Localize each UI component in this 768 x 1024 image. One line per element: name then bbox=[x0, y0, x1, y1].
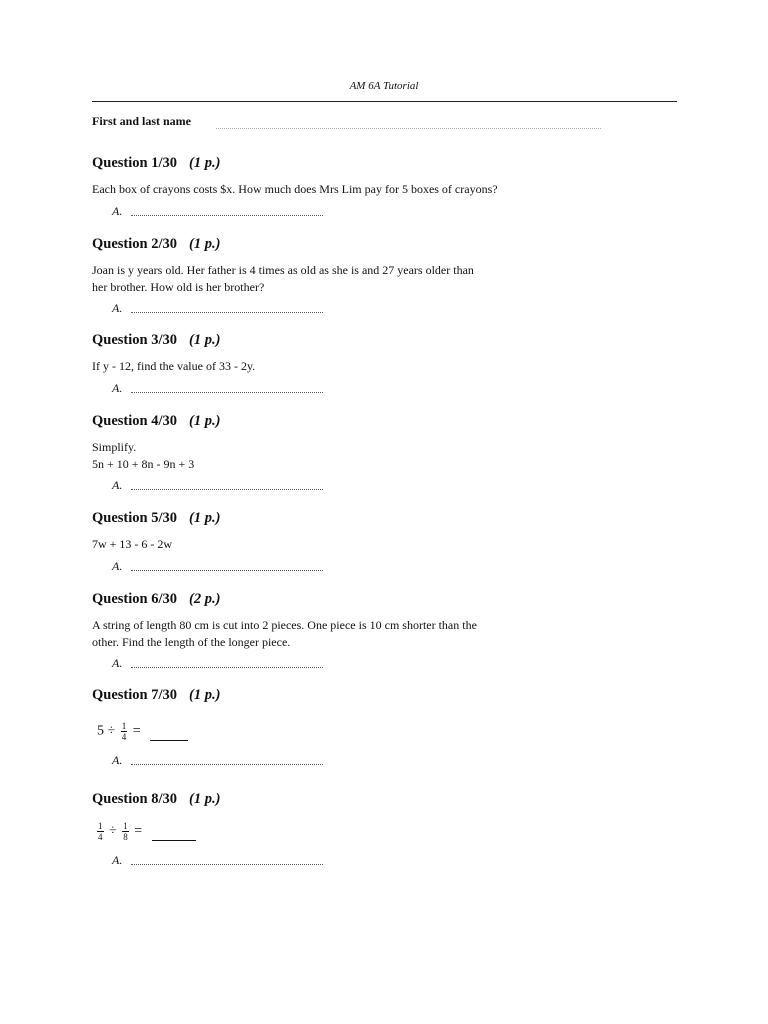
fraction-denominator: 8 bbox=[123, 832, 128, 842]
question-heading bbox=[92, 791, 522, 811]
answer-blank[interactable] bbox=[152, 839, 196, 841]
header-rule bbox=[92, 101, 677, 102]
question-title: Question 6/30 bbox=[92, 591, 177, 607]
answer-label: A. bbox=[112, 301, 123, 315]
question-heading bbox=[92, 510, 522, 530]
question-heading bbox=[92, 332, 522, 352]
question-text bbox=[92, 617, 522, 650]
equals-sign: = bbox=[134, 823, 143, 839]
question-3 bbox=[92, 332, 522, 397]
question-text-line: A string of length 80 cm is cut into 2 pieces. One piece is 10 cm shorter than the bbox=[92, 618, 477, 632]
name-field bbox=[92, 114, 612, 134]
answer-line[interactable] bbox=[131, 764, 323, 765]
question-text bbox=[92, 181, 522, 198]
fraction bbox=[122, 821, 129, 842]
question-4 bbox=[92, 413, 522, 494]
question-text-line: If y - 12, find the value of 33 - 2y. bbox=[92, 359, 256, 373]
question-text bbox=[92, 536, 522, 553]
question-6 bbox=[92, 591, 522, 672]
question-7 bbox=[92, 687, 522, 769]
page-header-title: AM 6A Tutorial bbox=[349, 80, 419, 92]
answer-line[interactable] bbox=[131, 667, 323, 668]
question-title: Question 4/30 bbox=[92, 413, 177, 429]
answer-blank[interactable] bbox=[150, 739, 188, 741]
answer-line[interactable] bbox=[131, 312, 323, 313]
question-text bbox=[92, 262, 522, 295]
answer-label: A. bbox=[112, 478, 123, 492]
answer-field[interactable] bbox=[112, 559, 522, 575]
question-text-line: other. Find the length of the longer piece. bbox=[92, 634, 291, 649]
division-sign: ÷ bbox=[109, 823, 117, 839]
question-title: Question 7/30 bbox=[92, 687, 177, 703]
answer-label: A. bbox=[112, 656, 123, 670]
question-8 bbox=[92, 791, 522, 869]
question-points: (1 p.) bbox=[189, 510, 221, 526]
question-text-line: Each box of crayons costs $x. How much does Mrs Lim pay for 5 boxes of crayons? bbox=[92, 182, 498, 196]
question-points: (1 p.) bbox=[189, 687, 221, 703]
question-text bbox=[92, 439, 522, 472]
question-title: Question 3/30 bbox=[92, 332, 177, 348]
answer-line[interactable] bbox=[131, 392, 323, 393]
question-1 bbox=[92, 155, 522, 220]
question-points: (2 p.) bbox=[189, 591, 221, 607]
question-points: (1 p.) bbox=[189, 791, 221, 807]
math-expression bbox=[97, 821, 522, 847]
name-field-label: First and last name bbox=[92, 114, 191, 128]
question-title: Question 8/30 bbox=[92, 791, 177, 807]
fraction bbox=[97, 821, 104, 842]
question-points: (1 p.) bbox=[189, 413, 221, 429]
question-title: Question 2/30 bbox=[92, 236, 177, 252]
question-points: (1 p.) bbox=[189, 236, 221, 252]
answer-line[interactable] bbox=[131, 570, 323, 571]
answer-label: A. bbox=[112, 558, 123, 573]
question-heading bbox=[92, 687, 522, 707]
fraction-numerator: 1 bbox=[98, 821, 103, 831]
question-text-line: Simplify. bbox=[92, 440, 137, 454]
answer-label: A. bbox=[112, 380, 123, 395]
answer-field[interactable] bbox=[112, 656, 522, 672]
answer-label: A. bbox=[112, 753, 123, 767]
answer-line[interactable] bbox=[131, 215, 323, 216]
question-title: Question 1/30 bbox=[92, 155, 177, 171]
question-5 bbox=[92, 510, 522, 575]
answer-field[interactable] bbox=[112, 753, 522, 769]
answer-field[interactable] bbox=[112, 301, 522, 317]
answer-line[interactable] bbox=[131, 489, 323, 490]
question-points: (1 p.) bbox=[189, 332, 221, 348]
math-number: 5 bbox=[97, 723, 104, 739]
fraction-numerator: 1 bbox=[121, 721, 127, 731]
answer-field[interactable] bbox=[112, 853, 522, 869]
question-2 bbox=[92, 236, 522, 317]
question-text-line: Joan is y years old. Her father is 4 times as old as she is and 27 years older than bbox=[92, 263, 474, 277]
fraction bbox=[121, 721, 128, 742]
question-text-line: her brother. How old is her brother? bbox=[92, 279, 265, 294]
question-text-line: 7w + 13 - 6 - 2w bbox=[92, 537, 173, 551]
division-sign: ÷ bbox=[107, 723, 116, 739]
fraction-denominator: 4 bbox=[121, 732, 127, 742]
name-field-line[interactable] bbox=[216, 128, 601, 129]
answer-line[interactable] bbox=[131, 864, 323, 865]
question-heading bbox=[92, 236, 522, 256]
fraction-denominator: 4 bbox=[98, 832, 103, 842]
answer-field[interactable] bbox=[112, 381, 522, 397]
question-text bbox=[92, 358, 522, 375]
question-heading bbox=[92, 413, 522, 433]
answer-label: A. bbox=[112, 203, 123, 218]
question-points: (1 p.) bbox=[189, 155, 221, 171]
answer-field[interactable] bbox=[112, 478, 522, 494]
question-title: Question 5/30 bbox=[92, 510, 177, 526]
answer-field[interactable] bbox=[112, 204, 522, 220]
question-heading bbox=[92, 591, 522, 611]
math-expression bbox=[97, 721, 522, 747]
fraction-numerator: 1 bbox=[123, 821, 128, 831]
answer-label: A. bbox=[112, 853, 123, 867]
question-heading bbox=[92, 155, 522, 175]
question-text-line: 5n + 10 + 8n - 9n + 3 bbox=[92, 456, 195, 471]
equals-sign: = bbox=[132, 723, 141, 739]
